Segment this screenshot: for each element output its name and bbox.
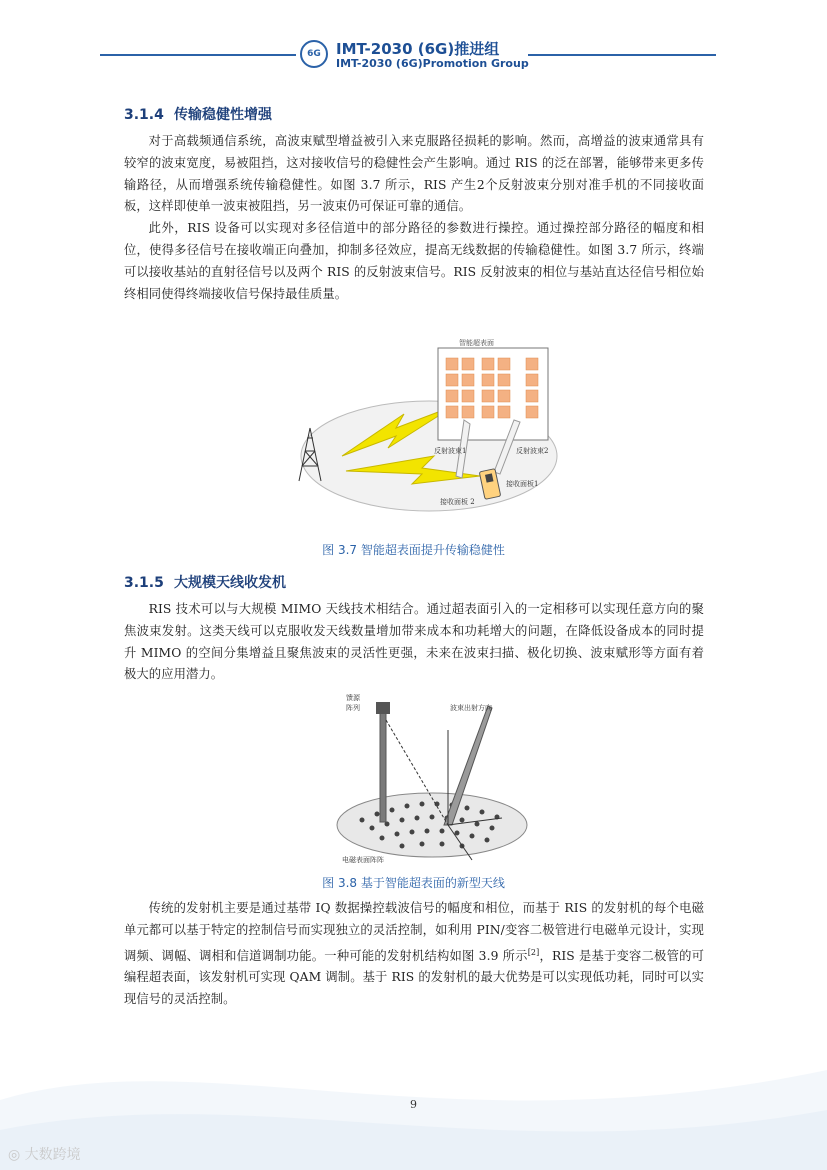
- citation-ref[interactable]: [2]: [527, 947, 540, 957]
- watermark-logo-icon: ◎: [8, 1147, 25, 1163]
- brand-title-cn: IMT-2030 (6G)推进组: [336, 40, 500, 58]
- feed-head: [376, 702, 390, 714]
- watermark: ◎ 大数跨境: [8, 1147, 81, 1163]
- paragraph: RIS 技术可以与大规模 MIMO 天线技术相结合。通过超表面引入的一定相移可以实现任意方向的聚焦波束发射。这类天线可以克服收发天线数量增加带来成本和功耗增大的问题，在降低设备成本的同时提升 MIMO 的空间分集增益且聚焦波束的灵活性更强，未来在波束扫描、极化切换、波束赋形等方面有着极大的应用潜力。: [124, 602, 704, 682]
- header-line-left: [100, 54, 296, 56]
- panel1-label: 接收面板1: [506, 480, 539, 488]
- figure-3-8: [332, 690, 532, 870]
- section-title: 传输稳健性增强: [174, 107, 272, 123]
- section-heading-3-1-4: [124, 104, 272, 124]
- paragraph: 对于高载频通信系统，高波束赋型增益被引入来克服路径损耗的影响。然而，高增益的波束通常具有较窄的波束宽度，易被阻挡，这对接收信号的稳健性会产生影响。通过 RIS 的泛在部署，能够带来更多传输路径，从而增强系统传输稳健性。如图 3.7 所示，RIS 产生2个反射波束分别对准手机的不同接收面板，这样即使单一波束被阻挡，另一波束仍可保证可靠的通信。: [124, 134, 704, 214]
- brand-title-en: IMT-2030 (6G)Promotion Group: [336, 57, 529, 70]
- section-body-3-1-4: [124, 131, 704, 305]
- section-number: 3.1.5: [124, 575, 164, 591]
- page-number: 9: [410, 1098, 417, 1111]
- direction-label: 波束出射方向: [450, 704, 492, 712]
- header-line-right: [528, 54, 716, 56]
- panel-label: 智能超表面: [459, 339, 494, 347]
- panel2-label: 接收面板 2: [440, 498, 475, 506]
- feed-label: 馈源: [346, 694, 360, 702]
- decorative-waves: [0, 980, 827, 1170]
- surface-label: 电磁表面阵阵: [342, 856, 384, 864]
- feed-array-pole: [380, 712, 386, 822]
- beam1-label: 反射波束1: [434, 447, 467, 455]
- paragraph: 此外，RIS 设备可以实现对多径信道中的部分路径的参数进行操控。通过操控部分路径的幅度和相位，使得多径信号在接收端正向叠加，抑制多径效应，提高无线数据的传输稳健性。如图 3.7 所示，终端可以接收基站的直射径信号以及两个 RIS 的反射波束信号。RIS 反射波束的相位与基站直达径信号相位始终相同使得终端接收信号保持最佳质量。: [124, 221, 704, 301]
- figure-3-7: [284, 336, 564, 526]
- beam2-label: 反射波束2: [516, 447, 549, 455]
- section-heading-3-1-5: [124, 572, 286, 592]
- imt-logo-icon: 6G: [300, 40, 328, 68]
- section-title: 大规模天线收发机: [174, 575, 286, 591]
- section-body-3-1-5: [124, 599, 704, 686]
- feed-label: 阵列: [346, 704, 360, 712]
- paragraph-text: 传统的发射机主要是通过基带 IQ 数据操控载波信号的幅度和相位，而基于 RIS 的发射机的每个电磁单元都可以基于特定的控制信号而实现独立的灵活控制，如利用 PIN/变容二极管进行电磁单元设计，实现调频、调幅、调相和信道调制功能。一种可能的发射机结构如图 3.9 所示: [124, 901, 704, 963]
- section-number: 3.1.4: [124, 107, 164, 123]
- figure-3-8-caption: 图 3.8 基于智能超表面的新型天线: [322, 876, 505, 890]
- metasurface-disk: [337, 793, 527, 857]
- paragraph-text: ，RIS 是基于变容二极管的可编程超表面，该发射机可实现 QAM 调制。基于 RIS 的发射机的最大优势是可以实现低功耗，同时可以实现信号的灵活控制。: [124, 948, 705, 1007]
- figure-3-7-caption: 图 3.7 智能超表面提升传输稳健性: [322, 543, 505, 557]
